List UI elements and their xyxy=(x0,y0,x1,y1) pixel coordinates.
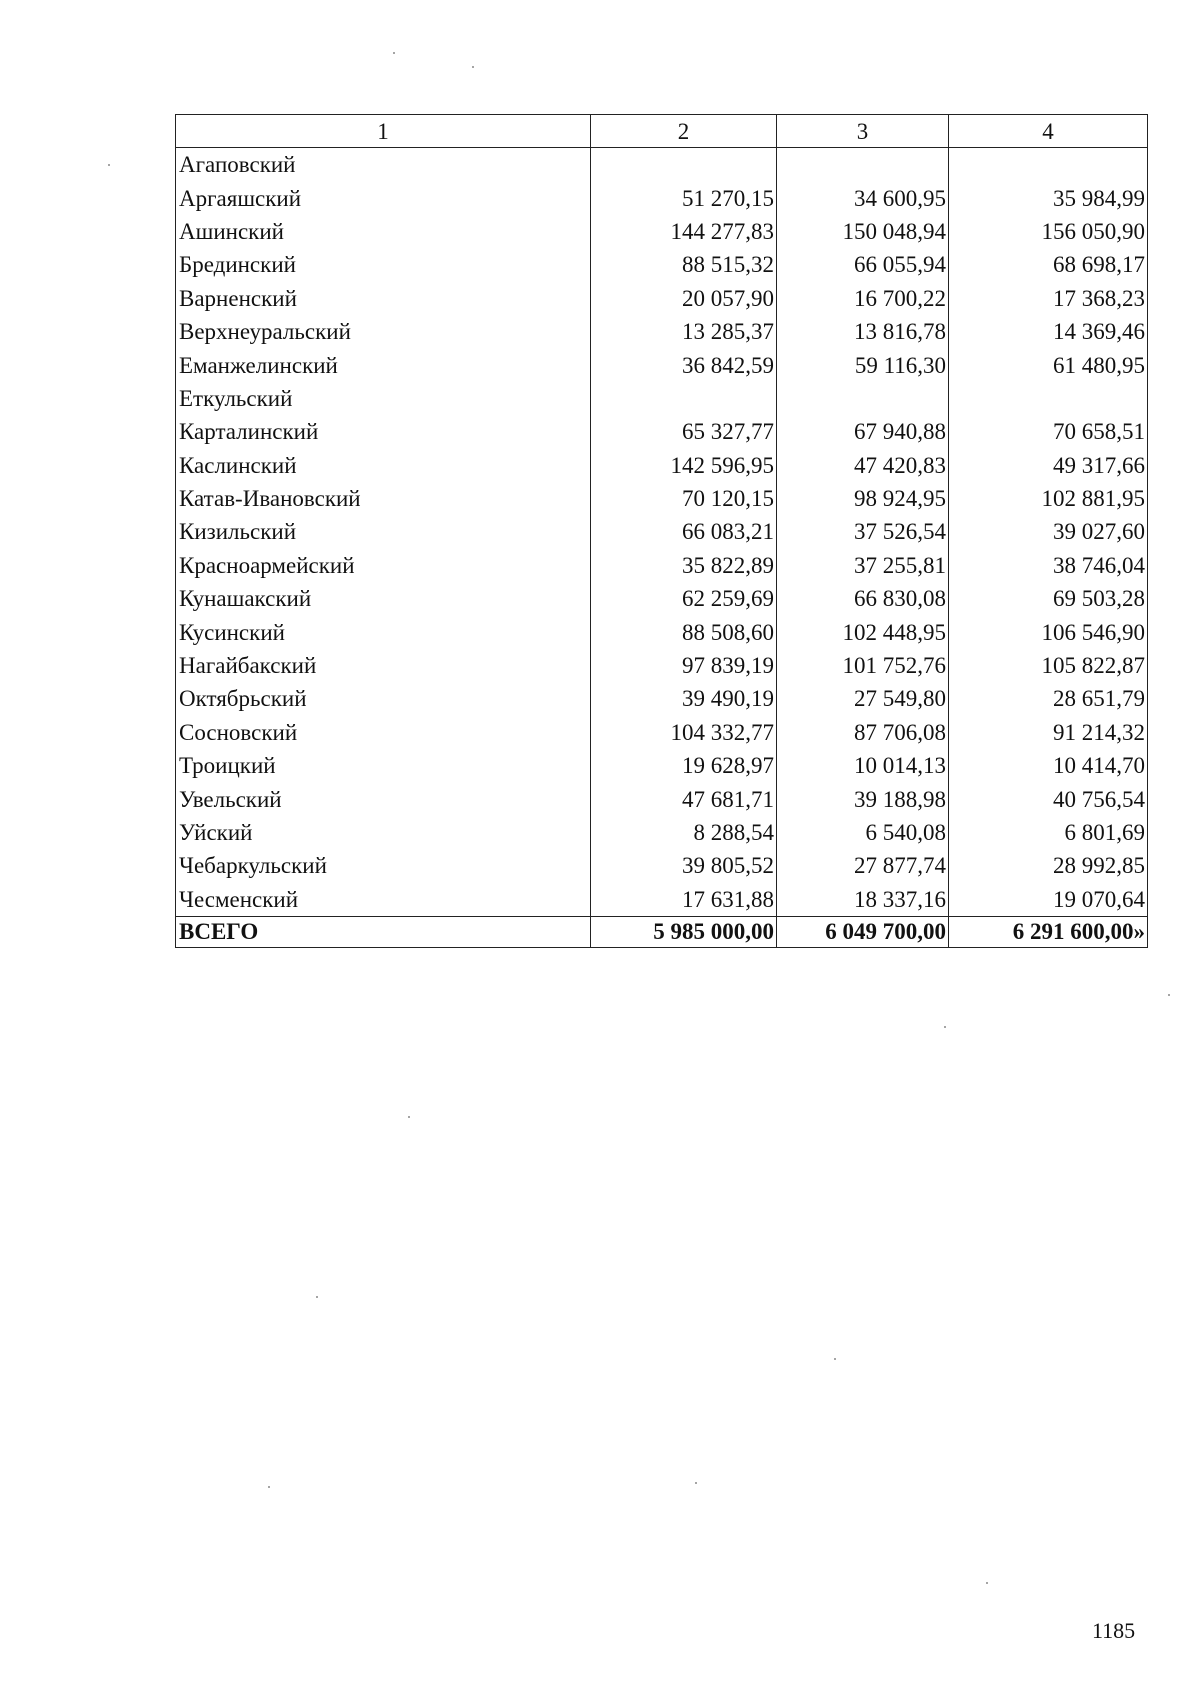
district-name: Верхнеуральский xyxy=(176,315,591,348)
value-col-2: 39 805,52 xyxy=(591,849,777,882)
value-col-3: 87 706,08 xyxy=(777,716,949,749)
table-row xyxy=(176,682,1148,715)
table-row xyxy=(176,582,1148,615)
district-name: Троицкий xyxy=(176,749,591,782)
value-col-2: 144 277,83 xyxy=(591,215,777,248)
scan-speck xyxy=(108,164,110,166)
district-name: Чесменский xyxy=(176,883,591,917)
value-col-3: 10 014,13 xyxy=(777,749,949,782)
district-name: Уйский xyxy=(176,816,591,849)
value-col-2: 13 285,37 xyxy=(591,315,777,348)
value-col-4: 6 801,69 xyxy=(949,816,1148,849)
table-row xyxy=(176,716,1148,749)
table-row xyxy=(176,148,1148,182)
table-footer xyxy=(176,916,1148,947)
value-col-2: 88 515,32 xyxy=(591,248,777,281)
value-col-4 xyxy=(949,148,1148,182)
district-name: Увельский xyxy=(176,782,591,815)
total-value-4: 6 291 600,00» xyxy=(949,916,1148,947)
value-col-4: 70 658,51 xyxy=(949,415,1148,448)
budget-table xyxy=(175,114,1148,948)
value-col-3 xyxy=(777,148,949,182)
total-row xyxy=(176,916,1148,947)
value-col-3: 66 055,94 xyxy=(777,248,949,281)
value-col-2: 88 508,60 xyxy=(591,615,777,648)
scan-speck xyxy=(408,1116,410,1118)
value-col-2: 66 083,21 xyxy=(591,515,777,548)
table-row xyxy=(176,248,1148,281)
value-col-2: 142 596,95 xyxy=(591,449,777,482)
table-row xyxy=(176,849,1148,882)
district-name: Брединский xyxy=(176,248,591,281)
district-name: Карталинский xyxy=(176,415,591,448)
value-col-3: 27 549,80 xyxy=(777,682,949,715)
table-body xyxy=(176,148,1148,917)
scan-speck xyxy=(944,1026,946,1028)
value-col-3: 98 924,95 xyxy=(777,482,949,515)
district-name: Красноармейский xyxy=(176,549,591,582)
district-name: Чебаркульский xyxy=(176,849,591,882)
value-col-4: 49 317,66 xyxy=(949,449,1148,482)
table-row xyxy=(176,515,1148,548)
value-col-2: 47 681,71 xyxy=(591,782,777,815)
value-col-4: 17 368,23 xyxy=(949,282,1148,315)
value-col-3: 27 877,74 xyxy=(777,849,949,882)
scan-speck xyxy=(316,1296,318,1298)
value-col-2: 104 332,77 xyxy=(591,716,777,749)
table-row xyxy=(176,282,1148,315)
table-row xyxy=(176,782,1148,815)
value-col-3: 34 600,95 xyxy=(777,181,949,214)
total-value-2: 5 985 000,00 xyxy=(591,916,777,947)
scan-speck xyxy=(986,1582,988,1584)
table-row xyxy=(176,315,1148,348)
district-name: Ашинский xyxy=(176,215,591,248)
scan-speck xyxy=(834,1358,836,1360)
value-col-4: 105 822,87 xyxy=(949,649,1148,682)
value-col-2: 51 270,15 xyxy=(591,181,777,214)
value-col-2: 19 628,97 xyxy=(591,749,777,782)
value-col-3: 150 048,94 xyxy=(777,215,949,248)
value-col-2: 65 327,77 xyxy=(591,415,777,448)
table-row xyxy=(176,449,1148,482)
value-col-2: 62 259,69 xyxy=(591,582,777,615)
value-col-4: 102 881,95 xyxy=(949,482,1148,515)
header-row xyxy=(176,115,1148,148)
value-col-3: 16 700,22 xyxy=(777,282,949,315)
value-col-4 xyxy=(949,382,1148,415)
value-col-3: 6 540,08 xyxy=(777,816,949,849)
table-row xyxy=(176,181,1148,214)
column-header-3: 3 xyxy=(777,115,949,148)
scan-speck xyxy=(695,1482,697,1484)
table-header xyxy=(176,115,1148,148)
value-col-2: 8 288,54 xyxy=(591,816,777,849)
value-col-4: 39 027,60 xyxy=(949,515,1148,548)
value-col-3: 59 116,30 xyxy=(777,348,949,381)
district-name: Еманжелинский xyxy=(176,348,591,381)
district-name: Агаповский xyxy=(176,148,591,182)
district-name: Сосновский xyxy=(176,716,591,749)
value-col-3: 67 940,88 xyxy=(777,415,949,448)
total-label: ВСЕГО xyxy=(176,916,591,947)
value-col-2: 17 631,88 xyxy=(591,883,777,917)
scan-speck xyxy=(1168,994,1170,996)
value-col-4: 156 050,90 xyxy=(949,215,1148,248)
value-col-3: 39 188,98 xyxy=(777,782,949,815)
value-col-3: 102 448,95 xyxy=(777,615,949,648)
value-col-2 xyxy=(591,382,777,415)
district-name: Октябрьский xyxy=(176,682,591,715)
value-col-2: 70 120,15 xyxy=(591,482,777,515)
district-name: Аргаяшский xyxy=(176,181,591,214)
district-name: Каслинский xyxy=(176,449,591,482)
table-row xyxy=(176,649,1148,682)
total-value-3: 6 049 700,00 xyxy=(777,916,949,947)
table-row xyxy=(176,382,1148,415)
district-name: Еткульский xyxy=(176,382,591,415)
table-row xyxy=(176,883,1148,917)
value-col-2: 35 822,89 xyxy=(591,549,777,582)
column-header-4: 4 xyxy=(949,115,1148,148)
value-col-3 xyxy=(777,382,949,415)
value-col-4: 35 984,99 xyxy=(949,181,1148,214)
scan-speck xyxy=(393,52,395,54)
table-row xyxy=(176,816,1148,849)
value-col-3: 13 816,78 xyxy=(777,315,949,348)
value-col-4: 69 503,28 xyxy=(949,582,1148,615)
value-col-4: 40 756,54 xyxy=(949,782,1148,815)
value-col-2 xyxy=(591,148,777,182)
value-col-3: 66 830,08 xyxy=(777,582,949,615)
value-col-3: 37 526,54 xyxy=(777,515,949,548)
value-col-3: 47 420,83 xyxy=(777,449,949,482)
district-name: Кусинский xyxy=(176,615,591,648)
value-col-4: 38 746,04 xyxy=(949,549,1148,582)
value-col-4: 19 070,64 xyxy=(949,883,1148,917)
page-number: 1185 xyxy=(1092,1618,1136,1643)
value-col-4: 28 992,85 xyxy=(949,849,1148,882)
value-col-2: 39 490,19 xyxy=(591,682,777,715)
value-col-4: 61 480,95 xyxy=(949,348,1148,381)
scan-speck xyxy=(268,1486,270,1488)
district-name: Кунашакский xyxy=(176,582,591,615)
district-name: Нагайбакский xyxy=(176,649,591,682)
district-name: Варненский xyxy=(176,282,591,315)
value-col-3: 37 255,81 xyxy=(777,549,949,582)
value-col-4: 14 369,46 xyxy=(949,315,1148,348)
value-col-4: 68 698,17 xyxy=(949,248,1148,281)
district-name: Кизильский xyxy=(176,515,591,548)
table-row xyxy=(176,215,1148,248)
value-col-2: 97 839,19 xyxy=(591,649,777,682)
value-col-4: 10 414,70 xyxy=(949,749,1148,782)
value-col-4: 91 214,32 xyxy=(949,716,1148,749)
value-col-4: 28 651,79 xyxy=(949,682,1148,715)
value-col-4: 106 546,90 xyxy=(949,615,1148,648)
scan-speck xyxy=(472,66,474,68)
table-row xyxy=(176,749,1148,782)
table-row xyxy=(176,549,1148,582)
table-row xyxy=(176,482,1148,515)
table-row xyxy=(176,615,1148,648)
value-col-2: 20 057,90 xyxy=(591,282,777,315)
value-col-2: 36 842,59 xyxy=(591,348,777,381)
table-row xyxy=(176,415,1148,448)
column-header-2: 2 xyxy=(591,115,777,148)
value-col-3: 101 752,76 xyxy=(777,649,949,682)
table-row xyxy=(176,348,1148,381)
district-name: Катав-Ивановский xyxy=(176,482,591,515)
column-header-1: 1 xyxy=(176,115,591,148)
value-col-3: 18 337,16 xyxy=(777,883,949,917)
